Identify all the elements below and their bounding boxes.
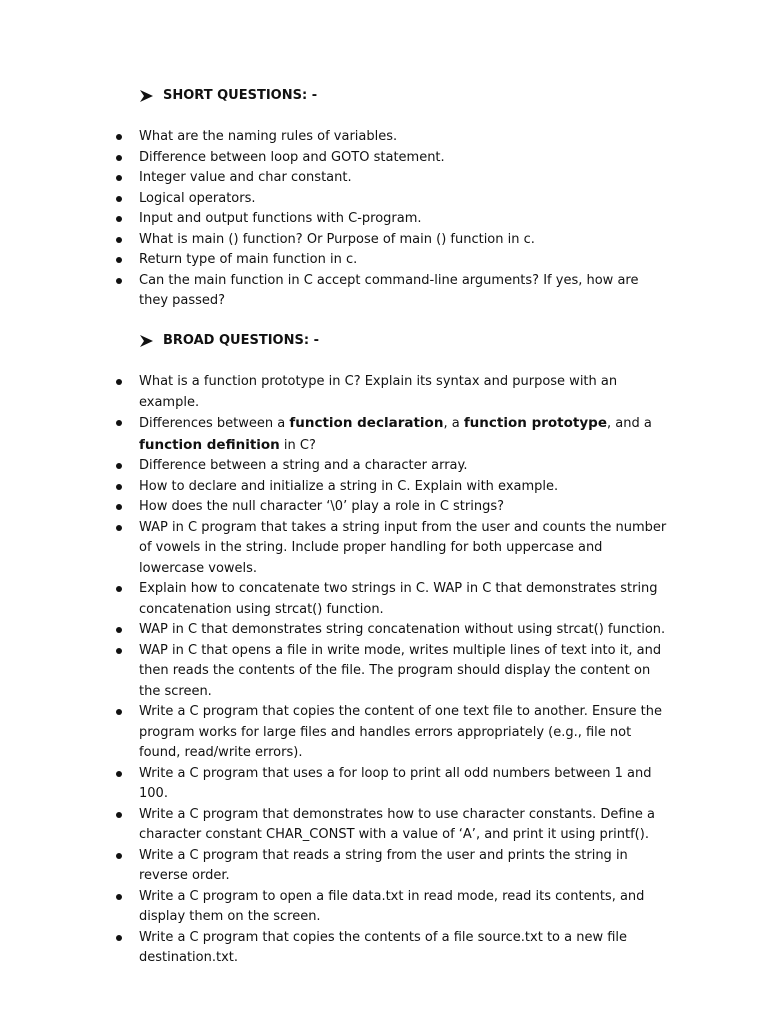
text-run: , a	[443, 416, 464, 431]
text-run: in C?	[279, 437, 316, 453]
list-item: Difference between a string and a character array.	[0, 456, 671, 477]
list-item: Write a C program that copies the contents of a file source.txt to a new file destination.txt.	[0, 928, 671, 969]
list-item: Can the main function in C accept command-line arguments? If yes, how are they passed?	[0, 271, 671, 312]
list-item: Write a C program to open a file data.txt in read mode, read its contents, and display them on the screen.	[0, 887, 671, 928]
short-questions-title: SHORT QUESTIONS: -	[163, 88, 318, 103]
broad-questions-heading	[140, 331, 319, 351]
list-item: Write a C program that copies the content of one text file to another. Ensure the program works for large files and handles errors appropriately (e.g., file not found, read/write errors).	[0, 702, 671, 764]
list-item: Write a C program that reads a string from the user and prints the string in reverse order.	[0, 846, 671, 887]
short-questions-heading	[140, 86, 317, 106]
list-item-mixed	[0, 413, 671, 456]
list-item: Explain how to concatenate two strings in C. WAP in C that demonstrates string concatenation using strcat() function.	[0, 579, 671, 620]
bold-term: function definition	[139, 436, 280, 453]
list-item: Input and output functions with C-program.	[0, 209, 671, 230]
list-item: Return type of main function in c.	[0, 250, 671, 271]
broad-questions-list	[0, 372, 768, 969]
broad-questions-title: BROAD QUESTIONS: -	[163, 333, 319, 348]
text-run: , and a	[606, 416, 652, 431]
bold-term: function declaration	[289, 415, 444, 431]
list-item: How to declare and initialize a string in C. Explain with example.	[0, 477, 671, 498]
list-item: How does the null character ‘\0’ play a role in C strings?	[0, 497, 671, 518]
text-run: Differences between a	[139, 416, 290, 431]
list-item: What is a function prototype in C? Explain its syntax and purpose with an example.	[0, 372, 671, 413]
list-item: Integer value and char constant.	[0, 168, 671, 189]
list-item: Logical operators.	[0, 189, 671, 210]
list-item: WAP in C that demonstrates string concatenation without using strcat() function.	[0, 620, 671, 641]
bold-term: function prototype	[463, 415, 607, 431]
list-item: Difference between loop and GOTO statement.	[0, 148, 671, 169]
list-item: Write a C program that uses a for loop to print all odd numbers between 1 and 100.	[0, 764, 671, 805]
list-item: WAP in C program that takes a string input from the user and counts the number of vowels in the string. Include proper handling for both uppercase and lowercase vowels.	[0, 518, 671, 580]
short-questions-list	[0, 127, 768, 312]
list-item: What are the naming rules of variables.	[0, 127, 671, 148]
list-item: Write a C program that demonstrates how to use character constants. Define a character constant CHAR_CONST with a value of ‘A’, and print it using printf().	[0, 805, 671, 846]
arrowhead-bullet-icon	[140, 335, 153, 347]
arrowhead-bullet-icon	[140, 90, 153, 102]
list-item: What is main () function? Or Purpose of main () function in c.	[0, 230, 671, 251]
list-item: WAP in C that opens a file in write mode, writes multiple lines of text into it, and then reads the contents of the file. The program should display the content on the screen.	[0, 641, 671, 703]
